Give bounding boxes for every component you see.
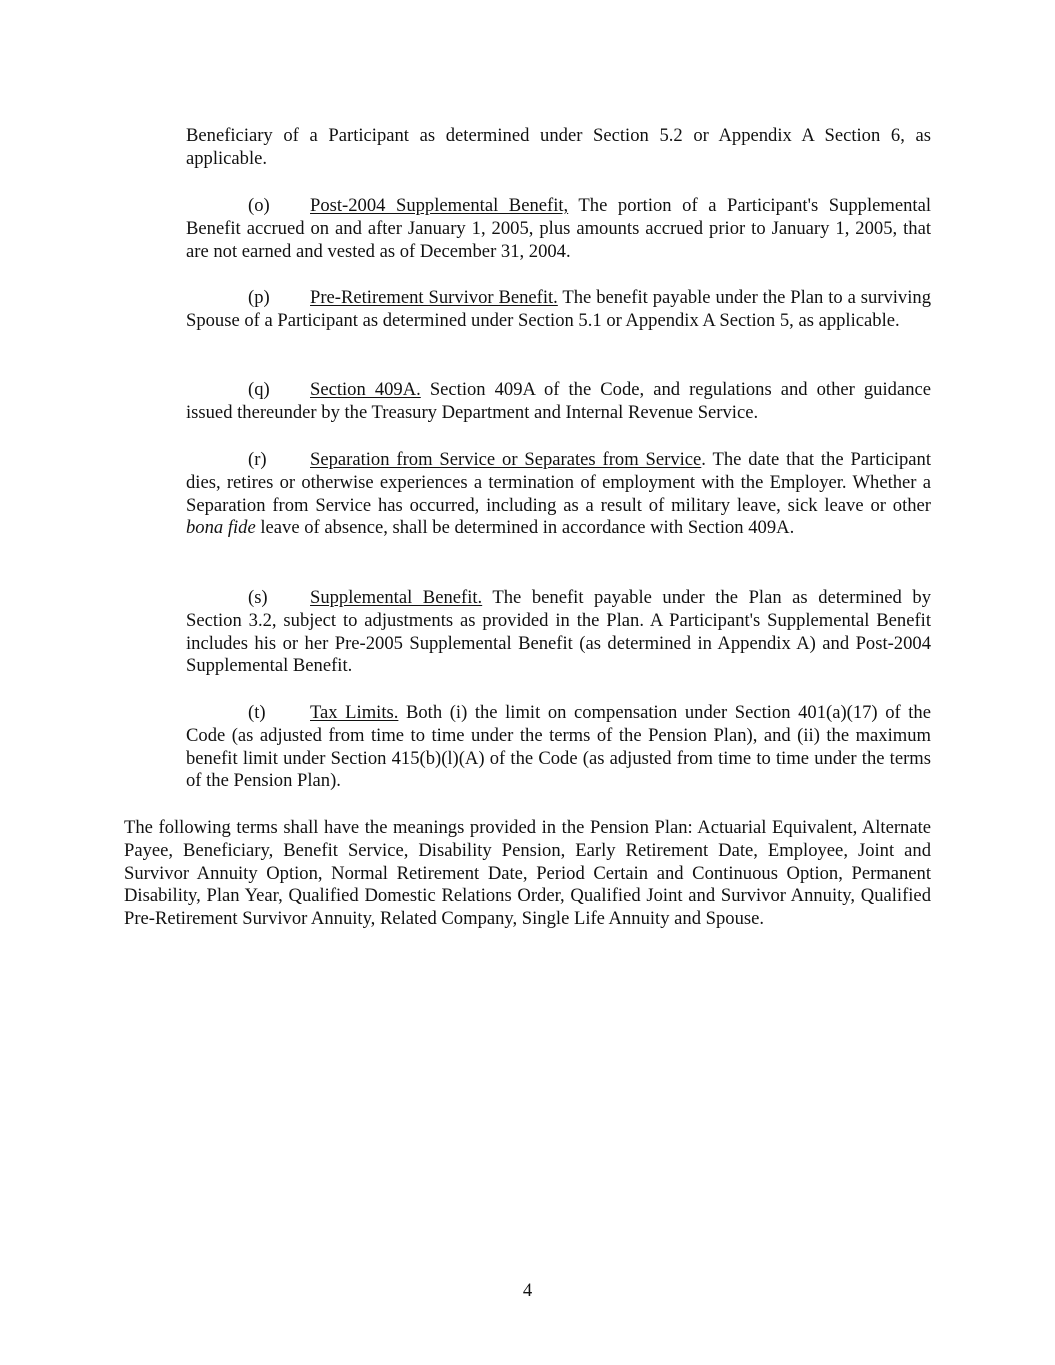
definition-marker: (o) (248, 195, 270, 216)
definition-q (186, 379, 931, 425)
defined-term: Pre-Retirement Survivor Benefit. (310, 287, 558, 308)
definition-text-continued: leave of absence, shall be determined in accordance with Section 409A. (255, 517, 795, 539)
definition-t (186, 702, 931, 793)
definition-text: Section 409A of the Code, and regulations and other guidance issued thereunder by the Treasury Department and Internal Revenue Service. (186, 379, 931, 423)
definition-text: The benefit payable under the Plan to a surviving Spouse of a Participant as determined under Section 5.1 or Appendix A Section 5, as applicable. (186, 287, 931, 331)
italic-phrase: bona fide (186, 517, 256, 539)
page-number: 4 (522, 1280, 533, 1301)
definition-o (186, 195, 931, 263)
definition-marker: (p) (248, 287, 270, 308)
defined-term: Section 409A. (310, 379, 421, 400)
definition-text: The benefit payable under the Plan as determined by Section 3.2, subject to adjustments as provided in the Plan. A Participant's Supplemental Benefit includes his or her Pre-2005 Supplemental Benefit (as determined in Appendix A) and Post-2004 Supplemental Benefit. (186, 587, 932, 677)
definition-text: Both (i) the limit on compensation under Section 401(a)(17) of the Code (as adjusted from time to time under the terms of the Pension Plan), and (ii) the maximum benefit limit under Section 415(b)(l)(A) of the Code (as adjusted from time to time under the terms of the Pension Plan). (186, 702, 931, 792)
closing-paragraph: The following terms shall have the meanings provided in the Pension Plan: Actuarial Equivalent, Alternate Payee, Beneficiary, Benefit Service, Disability Pension, Early Retirement Date, Employee, Joint and Survivor Annuity Option, Normal Retirement Date, Period Certain and Continuous Option, Permanent Disability, Plan Year, Qualified Domestic Relations Order, Qualified Joint and Survivor Annuity, Qualified Pre-Retirement Survivor Annuity, Related Company, Single Life Annuity and Spouse. (124, 817, 931, 930)
defined-term: Supplemental Benefit. (310, 587, 483, 608)
continuation-paragraph: Beneficiary of a Participant as determined under Section 5.2 or Appendix A Section 6, as applicable. (186, 125, 931, 169)
definition-marker: (r) (248, 449, 267, 470)
definition-marker: (t) (248, 702, 266, 723)
defined-term: Separation from Service or Separates from Service (310, 449, 702, 470)
defined-term: Tax Limits. (310, 702, 399, 723)
definition-text: . The date that the Participant dies, retires or otherwise experiences a termination of employment with the Employer. Whether a Separation from Service has occurred, including as a result of military leave, sick leave or other (186, 449, 932, 516)
defined-term: Post-2004 Supplemental Benefit, (310, 195, 569, 216)
definition-text: The portion of a Participant's Supplemental Benefit accrued on and after January 1, 2005, plus amounts accrued prior to January 1, 2005, that are not earned and vested as of December 31, 2004. (186, 195, 931, 262)
definition-marker: (s) (248, 587, 268, 608)
definition-p (186, 287, 931, 333)
definition-marker: (q) (248, 379, 270, 400)
definition-r (186, 449, 931, 540)
definition-s (186, 587, 931, 678)
